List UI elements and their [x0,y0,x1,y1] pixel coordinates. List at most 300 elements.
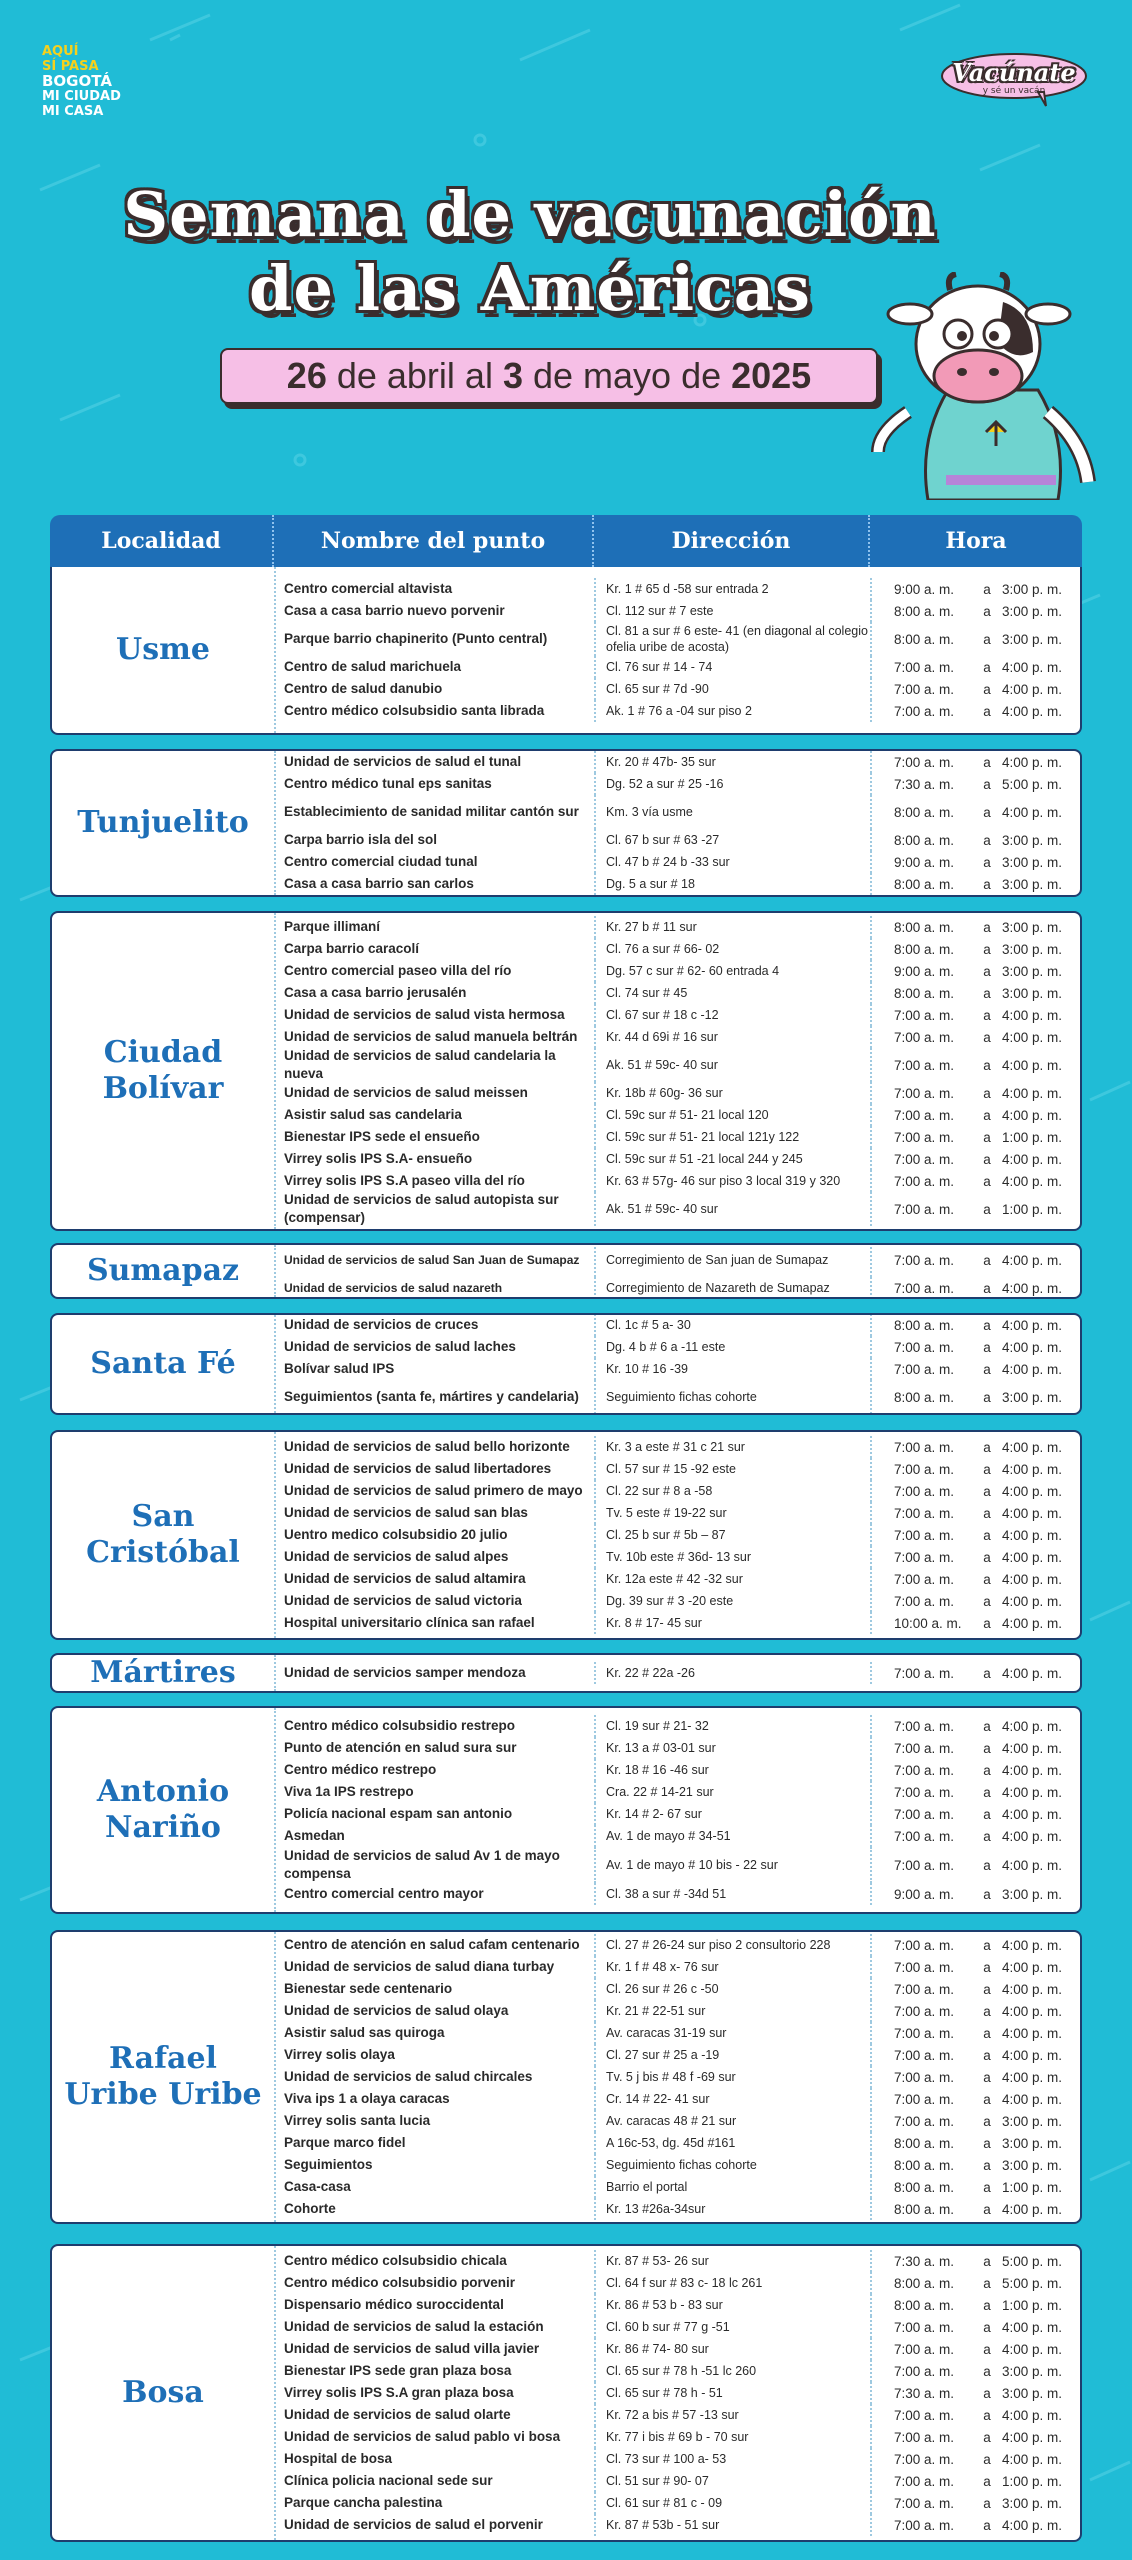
hour-end: 3:00 p. m. [1002,2385,1063,2401]
table-row [276,1737,1080,1759]
hour-end: 4:00 p. m. [1002,703,1063,719]
table-row [276,751,1080,773]
hour-end: 4:00 p. m. [1002,1151,1063,1167]
punto-hours [872,2518,1080,2533]
punto-address: Kr. 3 a este # 31 c 21 sur [596,1436,872,1458]
hour-separator: a [983,581,991,597]
hour-start: 7:00 a. m. [894,1549,955,1565]
table-row [276,600,1080,622]
table-row [276,1883,1080,1905]
punto-address: Kr. 1 f # 48 x- 76 sur [596,1956,872,1978]
hour-start: 8:00 a. m. [894,985,955,1001]
punto-hours [872,1152,1080,1167]
hour-start: 7:00 a. m. [894,1828,955,1844]
table-row [276,1524,1080,1546]
table-row [276,2426,1080,2448]
punto-name: Parque marco fidel [276,2132,596,2154]
hour-separator: a [983,2297,991,2313]
punto-name: Unidad de servicios de salud chircales [276,2066,596,2088]
punto-hours [872,1340,1080,1355]
punto-name: Unidad de servicios de salud San Juan de Sumapaz [276,1243,596,1277]
table-row [276,2382,1080,2404]
punto-hours [872,1484,1080,1499]
punto-name: Unidad de servicios de cruces [276,1314,596,1336]
hour-end: 3:00 p. m. [1002,832,1063,848]
table-row [276,1502,1080,1524]
hour-separator: a [983,1317,991,1333]
hour-end: 4:00 p. m. [1002,1806,1063,1822]
hour-end: 4:00 p. m. [1002,1029,1063,1045]
hour-end: 4:00 p. m. [1002,1615,1063,1631]
cow-mascot-illustration [858,272,1098,500]
section-7 [50,1653,1082,1693]
punto-hours [872,2136,1080,2151]
punto-hours [872,1108,1080,1123]
hour-separator: a [983,2517,991,2533]
hour-end: 4:00 p. m. [1002,1339,1063,1355]
punto-hours [872,2298,1080,2313]
hour-separator: a [983,1549,991,1565]
hour-end: 4:00 p. m. [1002,1740,1063,1756]
punto-address: A 16c-53, dg. 45d #161 [596,2132,872,2154]
hour-start: 7:00 a. m. [894,1718,955,1734]
punto-name: Centro comercial paseo villa del río [276,960,596,982]
table-row [276,829,1080,851]
hour-separator: a [983,2407,991,2423]
punto-name: Unidad de servicios de salud autopista sur (compensar) [276,1192,596,1226]
punto-address: Cl. 112 sur # 7 este [596,600,872,622]
hour-separator: a [983,603,991,619]
hour-end: 3:00 p. m. [1002,603,1063,619]
punto-hours [872,1462,1080,1477]
punto-address: Cl. 22 sur # 8 a -58 [596,1480,872,1502]
table-row [276,2360,1080,2382]
punto-address: Dg. 5 a sur # 18 [596,873,872,895]
hour-separator: a [983,1107,991,1123]
hour-end: 4:00 p. m. [1002,681,1063,697]
punto-hours [872,1719,1080,1734]
punto-name: Virrey solis santa lucia [276,2110,596,2132]
punto-name: Unidad de servicios de salud san blas [276,1502,596,1524]
punto-name: Bolívar salud IPS [276,1358,596,1380]
table-row [276,851,1080,873]
localidad-name: Santa Fé [52,1315,276,1413]
hour-start: 7:00 a. m. [894,1665,955,1681]
punto-name: Unidad de servicios de salud victoria [276,1590,596,1612]
hour-end: 4:00 p. m. [1002,1483,1063,1499]
punto-address: Cl. 27 sur # 25 a -19 [596,2044,872,2066]
punto-address: Kr. 20 # 47b- 35 sur [596,751,872,773]
logo-line-3: BOGOTÁ [42,72,112,90]
table-row [276,1048,1080,1082]
punto-address: Cl. 19 sur # 21- 32 [596,1715,872,1737]
punto-hours [872,1982,1080,1997]
punto-name: Bienestar IPS sede gran plaza bosa [276,2360,596,2382]
punto-hours [872,986,1080,1001]
hour-separator: a [983,1665,991,1681]
hour-separator: a [983,1857,991,1873]
hour-separator: a [983,681,991,697]
hour-end: 3:00 p. m. [1002,2113,1063,2129]
hour-end: 4:00 p. m. [1002,1959,1063,1975]
localidad-name: Bosa [52,2246,276,2540]
hour-start: 7:00 a. m. [894,2495,955,2511]
hour-start: 8:00 a. m. [894,2157,955,2173]
date-day-end: 3 [502,355,523,396]
table-row [276,1126,1080,1148]
hour-end: 4:00 p. m. [1002,1527,1063,1543]
punto-hours [872,604,1080,619]
hour-end: 4:00 p. m. [1002,1857,1063,1873]
punto-hours [872,2158,1080,2173]
punto-name: Centro médico colsubsidio chicala [276,2250,596,2272]
punto-address: Cl. 60 b sur # 77 g -51 [596,2316,872,2338]
hour-separator: a [983,2319,991,2335]
punto-address: Cl. 65 sur # 7d -90 [596,678,872,700]
hour-separator: a [983,985,991,1001]
table-row [276,1436,1080,1458]
hour-separator: a [983,2179,991,2195]
table-row [276,1336,1080,1358]
punto-address: Kr. 27 b # 11 sur [596,916,872,938]
punto-address: Corregimiento de Nazareth de Sumapaz [596,1277,872,1299]
punto-name: Unidad de servicios de salud candelaria la nueva [276,1048,596,1082]
punto-hours [872,920,1080,935]
punto-address: Kr. 87 # 53b - 51 sur [596,2514,872,2536]
punto-address: Av. 1 de mayo # 34-51 [596,1825,872,1847]
punto-hours [872,2496,1080,2511]
hour-start: 7:00 a. m. [894,2003,955,2019]
hour-end: 3:00 p. m. [1002,2157,1063,2173]
punto-hours [872,2202,1080,2217]
hour-end: 4:00 p. m. [1002,1317,1063,1333]
hour-separator: a [983,1571,991,1587]
table-row [276,1243,1080,1277]
hour-separator: a [983,941,991,957]
punto-address: Kr. 13 a # 03-01 sur [596,1737,872,1759]
hour-separator: a [983,1280,991,1296]
punto-hours [872,1008,1080,1023]
punto-address: Barrio el portal [596,2176,872,2198]
punto-address: Kr. 14 # 2- 67 sur [596,1803,872,1825]
hour-start: 7:00 a. m. [894,1252,955,1268]
punto-hours [872,2342,1080,2357]
punto-hours [872,1616,1080,1631]
hour-start: 8:00 a. m. [894,1389,955,1405]
punto-name: Uentro medico colsubsidio 20 julio [276,1524,596,1546]
hour-separator: a [983,2451,991,2467]
punto-hours [872,1390,1080,1405]
punto-name: Parque cancha palestina [276,2492,596,2514]
hour-start: 9:00 a. m. [894,963,955,979]
punto-name: Dispensario médico suroccidental [276,2294,596,2316]
punto-hours [872,1807,1080,1822]
hour-end: 4:00 p. m. [1002,754,1063,770]
punto-name: Unidad de servicios de salud bello horizonte [276,1436,596,1458]
punto-address: Cl. 27 # 26-24 sur piso 2 consultorio 228 [596,1934,872,1956]
punto-name: Virrey solis olaya [276,2044,596,2066]
vacunate-subtitle: y sé un vacán [982,86,1046,96]
punto-name: Centro médico tunal eps sanitas [276,773,596,795]
punto-address: Kr. 87 # 53- 26 sur [596,2250,872,2272]
hour-separator: a [983,919,991,935]
hour-start: 8:00 a. m. [894,631,955,647]
hour-start: 7:00 a. m. [894,1461,955,1477]
hour-end: 4:00 p. m. [1002,1439,1063,1455]
punto-name: Centro médico colsubsidio porvenir [276,2272,596,2294]
hour-start: 7:00 a. m. [894,1483,955,1499]
localidad-name: Mártires [52,1655,276,1691]
punto-address: Km. 3 vía usme [596,795,872,829]
hour-start: 7:00 a. m. [894,681,955,697]
punto-hours [872,755,1080,770]
table-row [276,2514,1080,2536]
punto-name: Carpa barrio caracolí [276,938,596,960]
punto-hours [872,682,1080,697]
table-row [276,2316,1080,2338]
punto-address: Kr. 13 #26a-34sur [596,2198,872,2220]
table-row [276,2000,1080,2022]
hour-start: 7:30 a. m. [894,776,955,792]
punto-address: Kr. 63 # 57g- 46 sur piso 3 local 319 y 320 [596,1170,872,1192]
punto-name: Viva ips 1 a olaya caracas [276,2088,596,2110]
punto-name: Hospital universitario clínica san rafael [276,1612,596,1634]
section-rows [276,1315,1080,1413]
punto-hours [872,2004,1080,2019]
punto-name: Unidad de servicios de salud villa javier [276,2338,596,2360]
hour-separator: a [983,2003,991,2019]
table-row [276,2448,1080,2470]
logo-line-5: MI CASA [42,104,104,119]
hour-separator: a [983,1129,991,1145]
hour-start: 7:00 a. m. [894,2069,955,2085]
table-row [276,2272,1080,2294]
localidad-name: Sumapaz [52,1245,276,1297]
table-row [276,2492,1080,2514]
hour-start: 7:00 a. m. [894,1201,955,1217]
hour-start: 7:00 a. m. [894,1571,955,1587]
punto-hours [872,1550,1080,1565]
header-direccion: Dirección [594,515,870,567]
punto-hours [872,1253,1080,1268]
punto-address: Cl. 25 b sur # 5b – 87 [596,1524,872,1546]
punto-hours [872,2430,1080,2445]
punto-name: Establecimiento de sanidad militar cantón sur [276,795,596,829]
section-6 [50,1430,1082,1640]
punto-hours [872,2092,1080,2107]
hour-end: 4:00 p. m. [1002,1784,1063,1800]
hour-start: 8:00 a. m. [894,941,955,957]
hour-start: 7:00 a. m. [894,2025,955,2041]
hour-start: 7:00 a. m. [894,2429,955,2445]
punto-address: Dg. 39 sur # 3 -20 este [596,1590,872,1612]
section-5 [50,1313,1082,1415]
hour-separator: a [983,1173,991,1189]
table-row [276,700,1080,722]
hour-end: 4:00 p. m. [1002,1937,1063,1953]
hour-start: 8:00 a. m. [894,876,955,892]
hour-separator: a [983,963,991,979]
punto-hours [872,2386,1080,2401]
punto-name: Clínica policia nacional sede sur [276,2470,596,2492]
hour-end: 4:00 p. m. [1002,659,1063,675]
punto-name: Unidad de servicios de salud meissen [276,1082,596,1104]
hour-separator: a [983,1828,991,1844]
punto-hours [872,2180,1080,2195]
punto-address: Kr. 10 # 16 -39 [596,1358,872,1380]
section-rows [276,2246,1080,2540]
punto-address: Dg. 4 b # 6 a -11 este [596,1336,872,1358]
table-row [276,2294,1080,2316]
punto-name: Unidad de servicios de salud libertadores [276,1458,596,1480]
section-4 [50,1243,1082,1299]
hour-end: 1:00 p. m. [1002,2297,1063,2313]
table-row [276,1568,1080,1590]
punto-hours [872,1785,1080,1800]
hour-start: 7:30 a. m. [894,2385,955,2401]
hour-start: 7:00 a. m. [894,1527,955,1543]
punto-hours [872,1130,1080,1145]
punto-address: Dg. 52 a sur # 25 -16 [596,773,872,795]
hour-separator: a [983,2069,991,2085]
punto-address: Cl. 76 a sur # 66- 02 [596,938,872,960]
hour-separator: a [983,876,991,892]
punto-address: Cl. 61 sur # 81 c - 09 [596,2492,872,2514]
hour-end: 3:00 p. m. [1002,985,1063,1001]
punto-name: Virrey solis IPS S.A paseo villa del río [276,1170,596,1192]
hour-end: 5:00 p. m. [1002,776,1063,792]
hour-separator: a [983,1718,991,1734]
punto-address: Kr. 21 # 22-51 sur [596,2000,872,2022]
hour-end: 4:00 p. m. [1002,1252,1063,1268]
table-row [276,578,1080,600]
punto-address: Kr. 77 i bis # 69 b - 70 sur [596,2426,872,2448]
punto-address: Kr. 86 # 74- 80 sur [596,2338,872,2360]
localidad-name: Rafael Uribe Uribe [52,1932,276,2222]
punto-name: Unidad de servicios de salud alpes [276,1546,596,1568]
section-rows [276,1655,1080,1691]
hour-separator: a [983,2135,991,2151]
page-title-line-2: de las Américas [249,252,811,325]
punto-name: Unidad de servicios de salud el tunal [276,751,596,773]
punto-address: Cl. 65 sur # 78 h -51 lc 260 [596,2360,872,2382]
hour-end: 4:00 p. m. [1002,1057,1063,1073]
hour-end: 4:00 p. m. [1002,2451,1063,2467]
hour-end: 5:00 p. m. [1002,2253,1063,2269]
section-rows [276,1708,1080,1912]
table-row [276,773,1080,795]
punto-name: Unidad de servicios de salud manuela beltrán [276,1026,596,1048]
punto-address: Kr. 72 a bis # 57 -13 sur [596,2404,872,2426]
hour-end: 3:00 p. m. [1002,854,1063,870]
hour-end: 3:00 p. m. [1002,963,1063,979]
table-row [276,1026,1080,1048]
hour-start: 7:00 a. m. [894,1057,955,1073]
hour-end: 4:00 p. m. [1002,1981,1063,1997]
hour-end: 4:00 p. m. [1002,1762,1063,1778]
punto-name: Unidad de servicios de salud primero de mayo [276,1480,596,1502]
hour-start: 8:00 a. m. [894,2179,955,2195]
hour-start: 7:00 a. m. [894,1129,955,1145]
hour-end: 4:00 p. m. [1002,1549,1063,1565]
punto-hours [872,1938,1080,1953]
table-row [276,938,1080,960]
hour-start: 10:00 a. m. [894,1615,962,1631]
punto-hours [872,805,1080,820]
hour-separator: a [983,1959,991,1975]
table-row [276,2044,1080,2066]
punto-address: Cl. 67 b sur # 63 -27 [596,829,872,851]
hour-separator: a [983,2495,991,2511]
punto-name: Unidad de servicios de salud laches [276,1336,596,1358]
punto-name: Viva 1a IPS restrepo [276,1781,596,1803]
hour-separator: a [983,1439,991,1455]
hour-end: 4:00 p. m. [1002,1085,1063,1101]
punto-address: Cl. 59c sur # 51- 21 local 120 [596,1104,872,1126]
punto-hours [872,2048,1080,2063]
punto-hours [872,1030,1080,1045]
table-row [276,1612,1080,1634]
punto-name: Unidad de servicios de salud altamira [276,1568,596,1590]
punto-address: Dg. 57 c sur # 62- 60 entrada 4 [596,960,872,982]
hour-start: 7:00 a. m. [894,1505,955,1521]
hour-separator: a [983,2201,991,2217]
punto-name: Centro de salud danubio [276,678,596,700]
table-row [276,1715,1080,1737]
hour-end: 5:00 p. m. [1002,2275,1063,2291]
table-row [276,1480,1080,1502]
punto-hours [872,1528,1080,1543]
table-row [276,1759,1080,1781]
hour-separator: a [983,703,991,719]
header-nombre-punto: Nombre del punto [274,515,594,567]
punto-name: Casa a casa barrio nuevo porvenir [276,600,596,622]
hour-start: 7:00 a. m. [894,659,955,675]
punto-hours [872,2452,1080,2467]
punto-name: Parque illimaní [276,916,596,938]
punto-name: Seguimientos (santa fe, mártires y candelaria) [276,1380,596,1414]
punto-name: Punto de atención en salud sura sur [276,1737,596,1759]
hour-start: 7:00 a. m. [894,1361,955,1377]
hour-end: 4:00 p. m. [1002,1718,1063,1734]
hour-end: 4:00 p. m. [1002,2091,1063,2107]
punto-hours [872,1318,1080,1333]
hour-start: 7:00 a. m. [894,1857,955,1873]
section-rows [276,1245,1080,1297]
hour-separator: a [983,1527,991,1543]
hour-end: 3:00 p. m. [1002,919,1063,935]
hour-separator: a [983,2157,991,2173]
table-header [50,515,1082,567]
table-row [276,916,1080,938]
hour-end: 3:00 p. m. [1002,876,1063,892]
date-text-2: de mayo de [522,355,732,396]
punto-hours [872,2070,1080,2085]
punto-hours [872,1763,1080,1778]
hour-separator: a [983,2341,991,2357]
hour-start: 7:00 a. m. [894,1959,955,1975]
punto-address: Tv. 10b este # 36d- 13 sur [596,1546,872,1568]
section-rows [276,1932,1080,2222]
table-row [276,1978,1080,2000]
hour-start: 7:00 a. m. [894,1593,955,1609]
punto-hours [872,2474,1080,2489]
punto-address: Ak. 51 # 59c- 40 sur [596,1192,872,1226]
punto-hours [872,1058,1080,1073]
hour-start: 7:00 a. m. [894,2113,955,2129]
table-row [276,2470,1080,2492]
hour-end: 3:00 p. m. [1002,2135,1063,2151]
